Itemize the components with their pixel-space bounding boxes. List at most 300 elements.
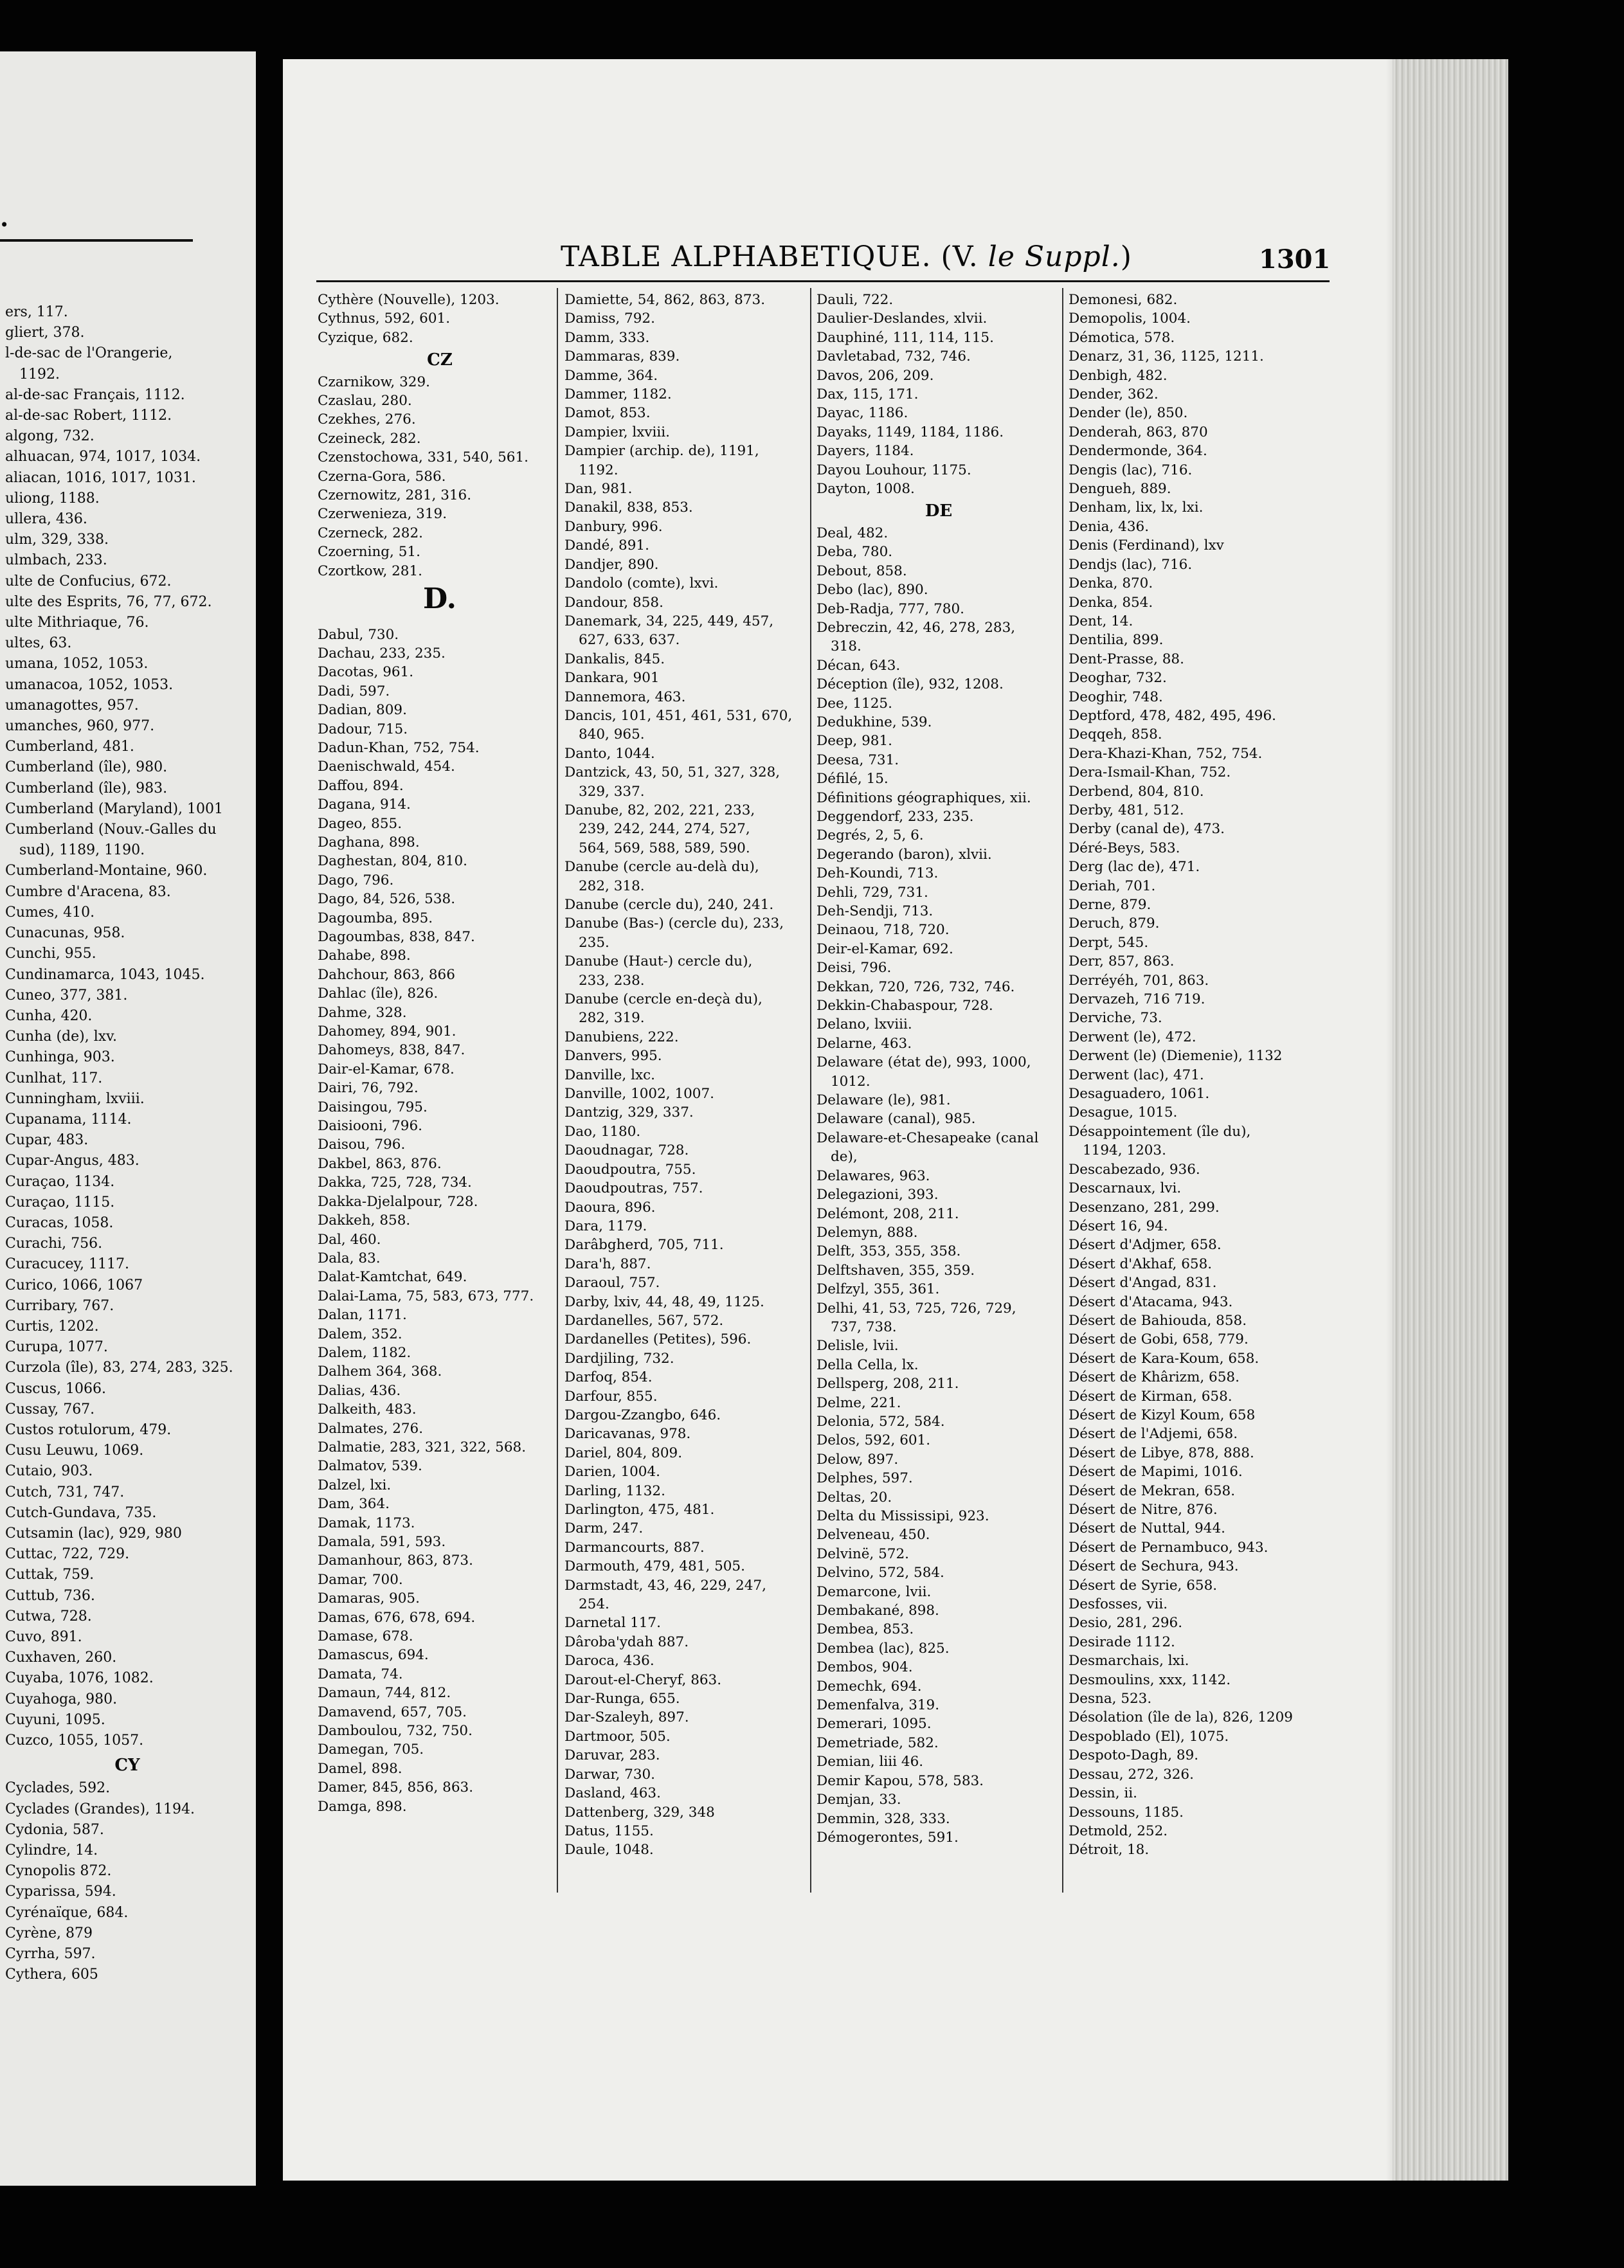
index-entry: Dalias, 436. <box>318 1382 401 1399</box>
index-entry: Derby (canal de), 473. <box>1069 821 1225 838</box>
index-entry: Dar-Szaleyh, 897. <box>564 1709 689 1726</box>
index-entry: Demenfalva, 319. <box>817 1697 940 1714</box>
index-entry: Cynopolis 872. <box>5 1863 112 1880</box>
index-entry: Dar-Runga, 655. <box>564 1691 680 1707</box>
index-entry: Cutwa, 728. <box>5 1608 92 1625</box>
index-entry: Daghestan, 804, 810. <box>318 853 467 870</box>
index-entry: Désert de Gobi, 658, 779. <box>1069 1331 1249 1348</box>
index-entry: Dadour, 715. <box>318 721 408 737</box>
index-entry: Décan, 643. <box>817 657 901 674</box>
index-entry: Cuyahoga, 980. <box>5 1691 118 1707</box>
index-entry: Delonia, 572, 584. <box>817 1413 945 1430</box>
index-entry: Deesa, 731. <box>817 752 899 768</box>
index-entry: Delaware (état de), 993, 1000, <box>817 1054 1031 1071</box>
index-entry: Dam, 364. <box>318 1496 390 1513</box>
index-entry: Delos, 592, 601. <box>817 1432 931 1449</box>
index-entry: Dancis, 101, 451, 461, 531, 670, <box>564 707 793 724</box>
index-entry: Dalat-Kamtchat, 649. <box>318 1269 467 1286</box>
index-entry: Danube (Haut-) cercle du), <box>564 953 753 970</box>
index-entry: Dessin, ii. <box>1069 1785 1138 1802</box>
index-entry: Descarnaux, lvi. <box>1069 1180 1182 1197</box>
index-entry: Delme, 221. <box>817 1394 901 1411</box>
index-entry: Derr, 857, 863. <box>1069 953 1175 970</box>
index-entry: Dendermonde, 364. <box>1069 443 1207 460</box>
index-entry: Deruch, 879. <box>1069 915 1160 932</box>
index-entry: Delaware (canal), 985. <box>817 1111 976 1128</box>
index-entry: Deriah, 701. <box>1069 878 1156 894</box>
page-edge-stack <box>1393 59 1508 2181</box>
index-entry: Dammaras, 839. <box>564 348 680 365</box>
index-entry: Cunningham, lxviii. <box>5 1090 145 1107</box>
index-entry: umana, 1052, 1053. <box>5 656 149 672</box>
index-entry: Curaçao, 1134. <box>5 1173 115 1190</box>
index-entry: Cuzco, 1055, 1057. <box>5 1733 144 1749</box>
index-entry: Curupa, 1077. <box>5 1339 108 1356</box>
title-main: TABLE ALPHABETIQUE. (V. <box>561 240 979 273</box>
index-entry: Cyrénaïque, 684. <box>5 1904 129 1921</box>
index-entry: Dera-Ismail-Khan, 752. <box>1069 764 1231 781</box>
index-entry: Cuneo, 377, 381. <box>5 987 128 1004</box>
index-entry: Deqqeh, 858. <box>1069 726 1162 743</box>
index-entry: algong, 732. <box>5 428 95 445</box>
index-entry: Darien, 1004. <box>564 1464 660 1480</box>
index-entry: Cunlhat, 117. <box>5 1070 103 1086</box>
index-entry: Cumberland (Nouv.-Galles du <box>5 822 217 838</box>
index-entry: Dentilia, 899. <box>1069 632 1164 649</box>
index-entry: Delvino, 572, 584. <box>817 1565 944 1581</box>
index-entry: Cundinamarca, 1043, 1045. <box>5 966 205 983</box>
index-entry: Derviche, 73. <box>1069 1010 1162 1027</box>
index-entry: Cuscus, 1066. <box>5 1380 107 1397</box>
index-entry: Damel, 898. <box>318 1760 402 1777</box>
index-entry: Cunha, 420. <box>5 1007 93 1024</box>
index-entry: Della Cella, lx. <box>817 1356 919 1373</box>
index-entry: Darwar, 730. <box>564 1766 656 1783</box>
index-entry: Daule, 1048. <box>564 1842 654 1859</box>
index-entry: Delta du Mississipi, 923. <box>817 1508 989 1524</box>
index-entry: Dekkin-Chabaspour, 728. <box>817 998 993 1014</box>
index-entry: Demmin, 328, 333. <box>817 1810 950 1827</box>
index-entry: Dayou Louhour, 1175. <box>817 462 971 478</box>
index-entry: Delhi, 41, 53, 725, 726, 729, <box>817 1300 1016 1317</box>
index-entry: Damanhour, 863, 873. <box>318 1553 473 1569</box>
index-entry: Dender (le), 850. <box>1069 405 1188 422</box>
index-entry: Demopolis, 1004. <box>1069 310 1191 327</box>
index-entry: Denka, 854. <box>1069 594 1153 611</box>
index-entry: Cuyaba, 1076, 1082. <box>5 1670 154 1687</box>
index-entry: Denka, 870. <box>1069 575 1153 592</box>
page-number: 1301 <box>1259 244 1331 274</box>
index-entry: ultes, 63. <box>5 635 72 652</box>
index-entry: Danto, 1044. <box>564 745 655 762</box>
index-entry: Cythère (Nouvelle), 1203. <box>318 292 500 308</box>
index-entry: Degerando (baron), xlvii. <box>817 846 992 863</box>
index-entry: Dahomeys, 838, 847. <box>318 1042 465 1059</box>
index-entry: Dadi, 597. <box>318 683 390 699</box>
index-entry: Dandolo (comte), lxvi. <box>564 575 719 592</box>
index-entry: 1194, 1203. <box>1083 1142 1166 1159</box>
index-entry: Dent, 14. <box>1069 613 1133 629</box>
index-entry: Cumberland (île), 983. <box>5 780 168 797</box>
index-entry: Curaçao, 1115. <box>5 1194 115 1210</box>
index-entry: Darout-el-Cheryf, 863. <box>564 1671 722 1688</box>
index-entry: Daghana, 898. <box>318 834 420 851</box>
index-entry: Delfzyl, 355, 361. <box>817 1281 940 1298</box>
index-entry: Daulier-Deslandes, xlvii. <box>817 310 988 327</box>
left-header-rule <box>0 239 193 242</box>
index-entry: Czortkow, 281. <box>318 562 423 579</box>
index-entry: Desmarchais, lxi. <box>1069 1653 1189 1670</box>
index-entry: Déré-Beys, 583. <box>1069 840 1180 856</box>
index-entry: Dageo, 855. <box>318 815 402 832</box>
index-entry: Dahme, 328. <box>318 1004 407 1021</box>
index-entry: ulte de Confucius, 672. <box>5 573 172 590</box>
index-entry: Delémont, 208, 211. <box>817 1205 959 1222</box>
index-entry: Darmouth, 479, 481, 505. <box>564 1558 745 1575</box>
running-header <box>283 240 1389 279</box>
index-entry: Dannemora, 463. <box>564 688 686 705</box>
left-header-fragment: . <box>0 203 9 232</box>
index-entry: Dahlac (île), 826. <box>318 986 438 1002</box>
index-entry: Daisingou, 795. <box>318 1099 428 1115</box>
index-entry: Dakka, 725, 728, 734. <box>318 1174 472 1191</box>
index-entry: Darby, lxiv, 44, 48, 49, 1125. <box>564 1293 764 1310</box>
index-entry: Désert de Pernambuco, 943. <box>1069 1539 1268 1556</box>
index-entry: Daoura, 896. <box>564 1199 656 1216</box>
index-entry: Dakbel, 863, 876. <box>318 1155 442 1172</box>
index-column-4 <box>1069 291 1313 1860</box>
index-entry: umanagottes, 957. <box>5 697 139 714</box>
index-entry: Cuttak, 759. <box>5 1567 95 1583</box>
index-entry: Desirade 1112. <box>1069 1634 1175 1650</box>
index-entry: Dandé, 891. <box>564 537 649 554</box>
index-entry: Dacotas, 961. <box>318 664 414 681</box>
index-entry: Dakka-Djelalpour, 728. <box>318 1193 478 1210</box>
index-entry: de), <box>831 1149 858 1166</box>
index-entry: Desague, 1015. <box>1069 1104 1178 1121</box>
index-entry: Czerneck, 282. <box>318 525 423 541</box>
index-entry: Désert d'Atacama, 943. <box>1069 1293 1233 1310</box>
index-entry: Descabezado, 936. <box>1069 1161 1200 1178</box>
index-entry: Daenischwald, 454. <box>318 759 455 775</box>
right-page <box>283 59 1508 2181</box>
index-entry: Dekkan, 720, 726, 732, 746. <box>817 978 1015 995</box>
index-entry: Deggendorf, 233, 235. <box>817 808 974 825</box>
index-entry: Dankalis, 845. <box>564 651 665 667</box>
index-entry: Dayton, 1008. <box>817 481 915 498</box>
index-entry: Deba, 780. <box>817 544 893 561</box>
index-entry: 318. <box>831 638 862 655</box>
index-entry: Cumberland-Montaine, 960. <box>5 863 208 879</box>
index-entry: Dampier (archip. de), 1191, <box>564 443 759 460</box>
index-entry: 1192. <box>579 462 618 478</box>
index-entry: Curico, 1066, 1067 <box>5 1277 143 1293</box>
index-entry: Dahabe, 898. <box>318 948 411 964</box>
index-entry: Delemyn, 888. <box>817 1224 918 1241</box>
index-entry: Dara, 1179. <box>564 1218 647 1234</box>
index-entry: Désert de Kara-Koum, 658. <box>1069 1350 1259 1367</box>
index-entry: Deal, 482. <box>817 525 889 541</box>
index-entry: Damer, 845, 856, 863. <box>318 1779 474 1796</box>
index-entry: Dauli, 722. <box>817 292 894 308</box>
index-entry: Cupar, 483. <box>5 1132 89 1149</box>
index-entry: 840, 965. <box>579 726 645 743</box>
index-entry: Debo (lac), 890. <box>817 582 928 598</box>
index-entry: Damata, 74. <box>318 1666 403 1682</box>
index-entry: Dahomey, 894, 901. <box>318 1023 456 1040</box>
index-entry: Damboulou, 732, 750. <box>318 1723 473 1740</box>
index-entry: Damar, 700. <box>318 1571 403 1588</box>
index-entry: gliert, 378. <box>5 325 85 341</box>
section-heading: D. <box>423 582 456 616</box>
index-entry: Dauphiné, 111, 114, 115. <box>817 329 994 346</box>
index-entry: Dalzel, lxi. <box>318 1477 392 1493</box>
index-entry: 564, 569, 588, 589, 590. <box>579 840 750 856</box>
index-entry: Dengis (lac), 716. <box>1069 462 1193 478</box>
index-entry: Damavend, 657, 705. <box>318 1704 467 1720</box>
index-entry: Czoerning, 51. <box>318 544 420 561</box>
index-entry: 1012. <box>831 1073 871 1090</box>
section-heading: CY <box>114 1756 140 1776</box>
index-entry: Curachi, 756. <box>5 1236 103 1252</box>
index-entry: Derwent (le) (Diemenie), 1132 <box>1069 1048 1283 1065</box>
index-entry: Dasland, 463. <box>564 1785 661 1802</box>
index-entry: Cupar-Angus, 483. <box>5 1153 140 1169</box>
index-entry: Dardanelles, 567, 572. <box>564 1312 724 1329</box>
index-entry: ullera, 436. <box>5 511 87 528</box>
index-entry: Cuyuni, 1095. <box>5 1711 105 1728</box>
index-entry: Dakkeh, 858. <box>318 1212 411 1229</box>
index-entry: Damot, 853. <box>564 405 651 422</box>
index-entry: Daoudnagar, 728. <box>564 1142 689 1159</box>
index-entry: Demerari, 1095. <box>817 1716 932 1733</box>
index-entry: Davletabad, 732, 746. <box>817 348 971 365</box>
index-entry: Denarz, 31, 36, 1125, 1211. <box>1069 348 1264 365</box>
index-entry: Cumbre d'Aracena, 83. <box>5 883 171 900</box>
index-entry: Daoudpoutras, 757. <box>564 1180 703 1197</box>
index-entry: Davos, 206, 209. <box>817 367 934 384</box>
index-entry: Delano, lxviii. <box>817 1016 912 1033</box>
index-entry: Delegazioni, 393. <box>817 1187 939 1203</box>
column-rule-2 <box>810 288 811 1893</box>
index-entry: Damegan, 705. <box>318 1742 424 1758</box>
index-column-3 <box>817 291 1061 1847</box>
left-page-fragment <box>0 51 256 2186</box>
index-entry: Désert de l'Adjemi, 658. <box>1069 1426 1238 1443</box>
index-entry: Dalkeith, 483. <box>318 1401 417 1418</box>
index-entry: Darmstadt, 43, 46, 229, 247, <box>564 1577 766 1594</box>
index-entry: Dessouns, 1185. <box>1069 1804 1184 1821</box>
index-entry: Cylindre, 14. <box>5 1842 98 1859</box>
index-entry: Denbigh, 482. <box>1069 367 1168 384</box>
index-entry: 627, 633, 637. <box>579 632 680 649</box>
index-entry: Danube (cercle au-delà du), <box>564 859 759 876</box>
index-entry: Dehli, 729, 731. <box>817 884 928 901</box>
index-entry: Dantzick, 43, 50, 51, 327, 328, <box>564 764 780 781</box>
index-entry: Dendjs (lac), 716. <box>1069 556 1193 573</box>
index-entry: Derg (lac de), 471. <box>1069 859 1200 876</box>
column-rule-3 <box>1062 288 1063 1893</box>
index-entry: Dee, 1125. <box>817 695 892 712</box>
index-entry: Dampier, lxviii. <box>564 424 671 440</box>
index-entry: Despoblado (El), 1075. <box>1069 1728 1229 1745</box>
index-entry: Danube (cercle du), 240, 241. <box>564 897 774 913</box>
index-entry: Désert de Mapimi, 1016. <box>1069 1464 1243 1480</box>
index-entry: Curacucey, 1117. <box>5 1256 129 1273</box>
index-entry: Derpt, 545. <box>1069 934 1149 951</box>
index-entry: Darmancourts, 887. <box>564 1539 705 1556</box>
index-entry: sud), 1189, 1190. <box>19 842 145 859</box>
index-entry: Daoudpoutra, 755. <box>564 1161 696 1178</box>
index-entry: Deptford, 478, 482, 495, 496. <box>1069 707 1276 724</box>
index-entry: Degrés, 2, 5, 6. <box>817 827 924 844</box>
index-entry: Dengueh, 889. <box>1069 481 1171 498</box>
index-entry: Cyclades, 592. <box>5 1780 111 1797</box>
index-entry: Dagana, 914. <box>318 797 411 813</box>
index-entry: umanches, 960, 977. <box>5 718 155 735</box>
index-entry: Cumberland, 481. <box>5 739 134 755</box>
index-entry: Demarcone, lvii. <box>817 1583 932 1600</box>
index-entry: Delisle, lvii. <box>817 1338 899 1354</box>
index-entry: al-de-sac Robert, 1112. <box>5 408 172 424</box>
index-entry: Desna, 523. <box>1069 1691 1152 1707</box>
index-entry: Desio, 281, 296. <box>1069 1615 1183 1632</box>
index-entry: Derwent (le), 472. <box>1069 1029 1196 1045</box>
index-entry: Cumberland (Maryland), 1001 <box>5 800 224 817</box>
index-entry: Dargou-Zzangbo, 646. <box>564 1407 721 1423</box>
index-entry: Delarne, 463. <box>817 1035 912 1052</box>
index-entry: Dembea (lac), 825. <box>817 1640 950 1657</box>
index-entry: Darm, 247. <box>564 1520 644 1537</box>
index-entry: Cyzique, 682. <box>318 329 413 346</box>
index-entry: Daisiooni, 796. <box>318 1118 422 1135</box>
index-entry: Désert d'Adjmer, 658. <box>1069 1237 1222 1254</box>
index-entry: Cythnus, 592, 601. <box>318 310 451 327</box>
index-entry: Dayaks, 1149, 1184, 1186. <box>817 424 1004 440</box>
index-entry: Dachau, 233, 235. <box>318 645 446 662</box>
index-entry: Dalhem 364, 368. <box>318 1364 442 1380</box>
index-entry: Delaware-et-Chesapeake (canal <box>817 1130 1039 1146</box>
header-rule <box>316 280 1330 282</box>
index-entry: Danvers, 995. <box>564 1048 662 1065</box>
index-entry: Derréyéh, 701, 863. <box>1069 972 1209 989</box>
index-entry: umanacoa, 1052, 1053. <box>5 676 174 693</box>
index-entry: Czarnikow, 329. <box>318 374 430 390</box>
index-entry: Denia, 436. <box>1069 518 1150 535</box>
index-entry: Dago, 796. <box>318 872 394 888</box>
index-entry: Dariel, 804, 809. <box>564 1444 683 1461</box>
index-entry: Cydonia, 587. <box>5 1821 104 1838</box>
index-entry: Daricavanas, 978. <box>564 1426 691 1443</box>
index-entry: Cumberland (île), 980. <box>5 759 168 776</box>
index-entry: Desmoulins, xxx, 1142. <box>1069 1671 1231 1688</box>
index-entry: Danubiens, 222. <box>564 1029 679 1045</box>
index-entry: Défilé, 15. <box>817 771 889 788</box>
index-entry: Datus, 1155. <box>564 1823 654 1839</box>
index-entry: Cythera, 605 <box>5 1967 98 1983</box>
index-entry: Daraoul, 757. <box>564 1275 660 1292</box>
index-entry: ulte des Esprits, 76, 77, 672. <box>5 593 212 610</box>
index-entry: Désert de Mekran, 658. <box>1069 1482 1236 1499</box>
index-entry: Désert d'Akhaf, 658. <box>1069 1256 1213 1272</box>
index-entry: Cussay, 767. <box>5 1401 95 1418</box>
index-entry: Déception (île), 932, 1208. <box>817 676 1004 693</box>
index-entry: Danville, 1002, 1007. <box>564 1086 715 1102</box>
index-entry: Denderah, 863, 870 <box>1069 424 1208 440</box>
index-entry: Demetriade, 582. <box>817 1734 939 1751</box>
index-entry: Czekhes, 276. <box>318 411 416 428</box>
index-entry: Damiss, 792. <box>564 310 655 327</box>
index-entry: Dal, 460. <box>318 1231 381 1248</box>
index-entry: Desenzano, 281, 299. <box>1069 1199 1220 1216</box>
index-entry: Dair-el-Kamar, 678. <box>318 1061 455 1077</box>
index-entry: Désappointement (île du), <box>1069 1123 1251 1140</box>
index-column-1 <box>318 291 562 1816</box>
index-entry: Darnetal 117. <box>564 1615 661 1632</box>
index-entry: Désert de Libye, 878, 888. <box>1069 1444 1254 1461</box>
index-entry: Dagoumbas, 838, 847. <box>318 929 475 945</box>
index-entry: Delow, 897. <box>817 1451 899 1468</box>
index-entry: Daroca, 436. <box>564 1653 654 1670</box>
index-entry: Deoghir, 748. <box>1069 688 1163 705</box>
index-entry: Darfoq, 854. <box>564 1369 653 1386</box>
index-entry: Cuxhaven, 260. <box>5 1650 117 1666</box>
title-close: ) <box>1120 240 1132 273</box>
index-entry: aliacan, 1016, 1017, 1031. <box>5 469 196 486</box>
index-entry: Damak, 1173. <box>318 1515 415 1531</box>
index-entry: Deltas, 20. <box>817 1489 892 1506</box>
index-entry: Dala, 83. <box>318 1250 381 1266</box>
index-entry: Damascus, 694. <box>318 1647 429 1664</box>
index-entry: 282, 319. <box>579 1010 645 1027</box>
index-entry: Daffou, 894. <box>318 777 404 794</box>
index-entry: Cutsamin (lac), 929, 980 <box>5 1525 182 1542</box>
index-entry: Dalmatov, 539. <box>318 1458 422 1475</box>
index-entry: Dayers, 1184. <box>817 443 914 460</box>
index-entry: 329, 337. <box>579 783 645 800</box>
index-entry: Désert de Kirman, 658. <box>1069 1388 1232 1405</box>
index-entry: 233, 238. <box>579 972 645 989</box>
index-entry: Dembos, 904. <box>817 1659 913 1676</box>
index-entry: Dervazeh, 716 719. <box>1069 991 1205 1008</box>
index-entry: Deh-Sendji, 713. <box>817 903 934 919</box>
index-entry: Danube (Bas-) (cercle du), 233, <box>564 915 784 932</box>
index-entry: Dardjiling, 732. <box>564 1350 674 1367</box>
index-entry: Deisi, 796. <box>817 960 892 977</box>
index-entry: Démotica, 578. <box>1069 329 1175 346</box>
index-entry: Delvinë, 572. <box>817 1545 909 1562</box>
index-entry: Dembea, 853. <box>817 1621 914 1638</box>
index-entry: Desfosses, vii. <box>1069 1596 1168 1613</box>
index-entry: Cyparissa, 594. <box>5 1884 116 1900</box>
index-entry: Cyrrha, 597. <box>5 1946 96 1963</box>
index-entry: Darling, 1132. <box>564 1482 665 1499</box>
index-entry: Danville, lxc. <box>564 1066 655 1083</box>
index-entry: Delawares, 963. <box>817 1167 930 1184</box>
index-entry: l-de-sac de l'Orangerie, <box>5 345 173 362</box>
index-entry: Darfour, 855. <box>564 1388 658 1405</box>
index-entry: 1192. <box>19 366 60 382</box>
index-entry: Czerna-Gora, 586. <box>318 468 446 485</box>
index-entry: Czaslau, 280. <box>318 393 412 410</box>
index-entry: Désert de Nitre, 876. <box>1069 1502 1218 1518</box>
index-entry: al-de-sac Français, 1112. <box>5 386 185 403</box>
index-entry: Curzola (île), 83, 274, 283, 325. <box>5 1360 233 1376</box>
index-entry: Dalmates, 276. <box>318 1420 424 1437</box>
index-entry: Denham, lix, lx, lxi. <box>1069 500 1204 516</box>
index-entry: Dera-Khazi-Khan, 752, 754. <box>1069 745 1263 762</box>
index-entry: Dara'h, 887. <box>564 1256 651 1272</box>
